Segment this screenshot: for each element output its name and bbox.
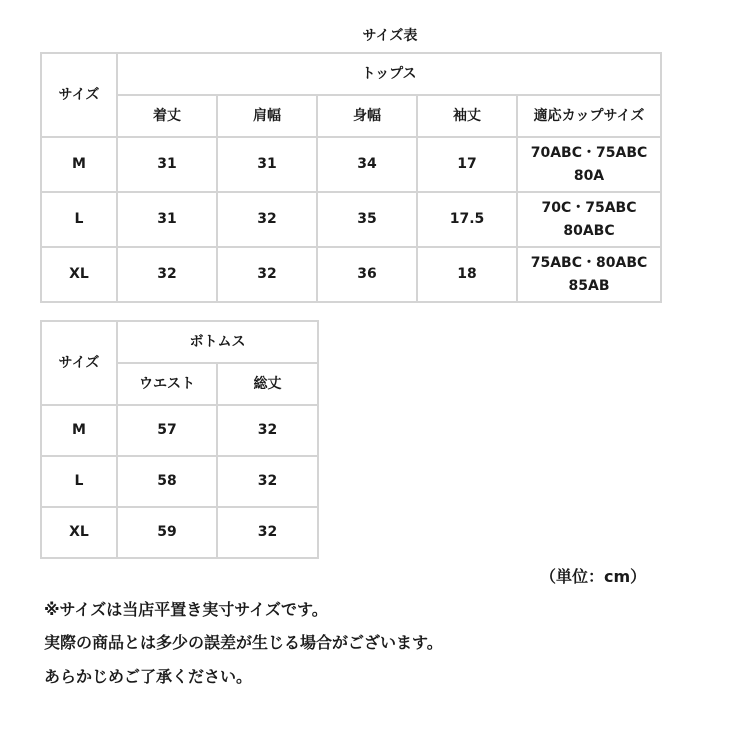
cup-size-line: 80ABC [563,222,615,239]
value-cell: 32 [217,192,317,247]
value-cell: 32 [217,507,318,558]
size-cell: L [41,456,117,507]
value-cell: 32 [217,247,317,302]
note-line: 実際の商品とは多少の誤差が生じる場合がございます。 [44,633,443,652]
table-row [41,192,661,247]
cup-size-cell [517,247,661,302]
size-cell: M [41,137,117,192]
tops-col-header: 肩幅 [217,95,317,137]
bottoms-col-header: ウエスト [117,363,217,405]
value-cell: 35 [317,192,417,247]
cup-size-line: 75ABC・80ABC [530,254,648,271]
bottoms-group-header: ボトムス [117,321,318,363]
cup-size-line: 85AB [568,277,610,294]
size-cell: L [41,192,117,247]
unit-label: （単位：cm） [540,567,647,586]
tops-size-header: サイズ [41,53,117,137]
tops-col-header: 着丈 [117,95,217,137]
note-line: ※サイズは当店平置き実寸サイズです。 [44,600,328,619]
value-cell: 36 [317,247,417,302]
cup-size-line: 70C・75ABC [541,199,637,216]
cup-size-line: 80A [573,167,605,184]
value-cell: 31 [117,192,217,247]
table-row [41,456,318,507]
value-cell: 57 [117,405,217,456]
value-cell: 59 [117,507,217,558]
value-cell: 32 [117,247,217,302]
value-cell: 18 [417,247,517,302]
size-cell: XL [41,507,117,558]
cup-size-cell [517,192,661,247]
size-cell: M [41,405,117,456]
bottoms-size-header: サイズ [41,321,117,405]
value-cell: 32 [217,405,318,456]
tops-col-header: 適応カップサイズ [517,95,661,137]
value-cell: 58 [117,456,217,507]
value-cell: 31 [217,137,317,192]
page-title: サイズ表 [362,28,418,44]
bottoms-col-header: 総丈 [217,363,318,405]
value-cell: 31 [117,137,217,192]
size-cell: XL [41,247,117,302]
value-cell: 17 [417,137,517,192]
cup-size-line: 70ABC・75ABC [530,144,648,161]
table-row [41,247,661,302]
value-cell: 17.5 [417,192,517,247]
tops-col-header: 袖丈 [417,95,517,137]
bottoms-size-table [40,320,319,559]
table-row [41,137,661,192]
tops-col-header: 身幅 [317,95,417,137]
tops-group-header: トップス [117,53,661,95]
tops-size-table [40,52,662,303]
value-cell: 34 [317,137,417,192]
note-line: あらかじめご了承ください。 [44,667,253,686]
table-row [41,507,318,558]
cup-size-cell [517,137,661,192]
table-row [41,405,318,456]
value-cell: 32 [217,456,318,507]
